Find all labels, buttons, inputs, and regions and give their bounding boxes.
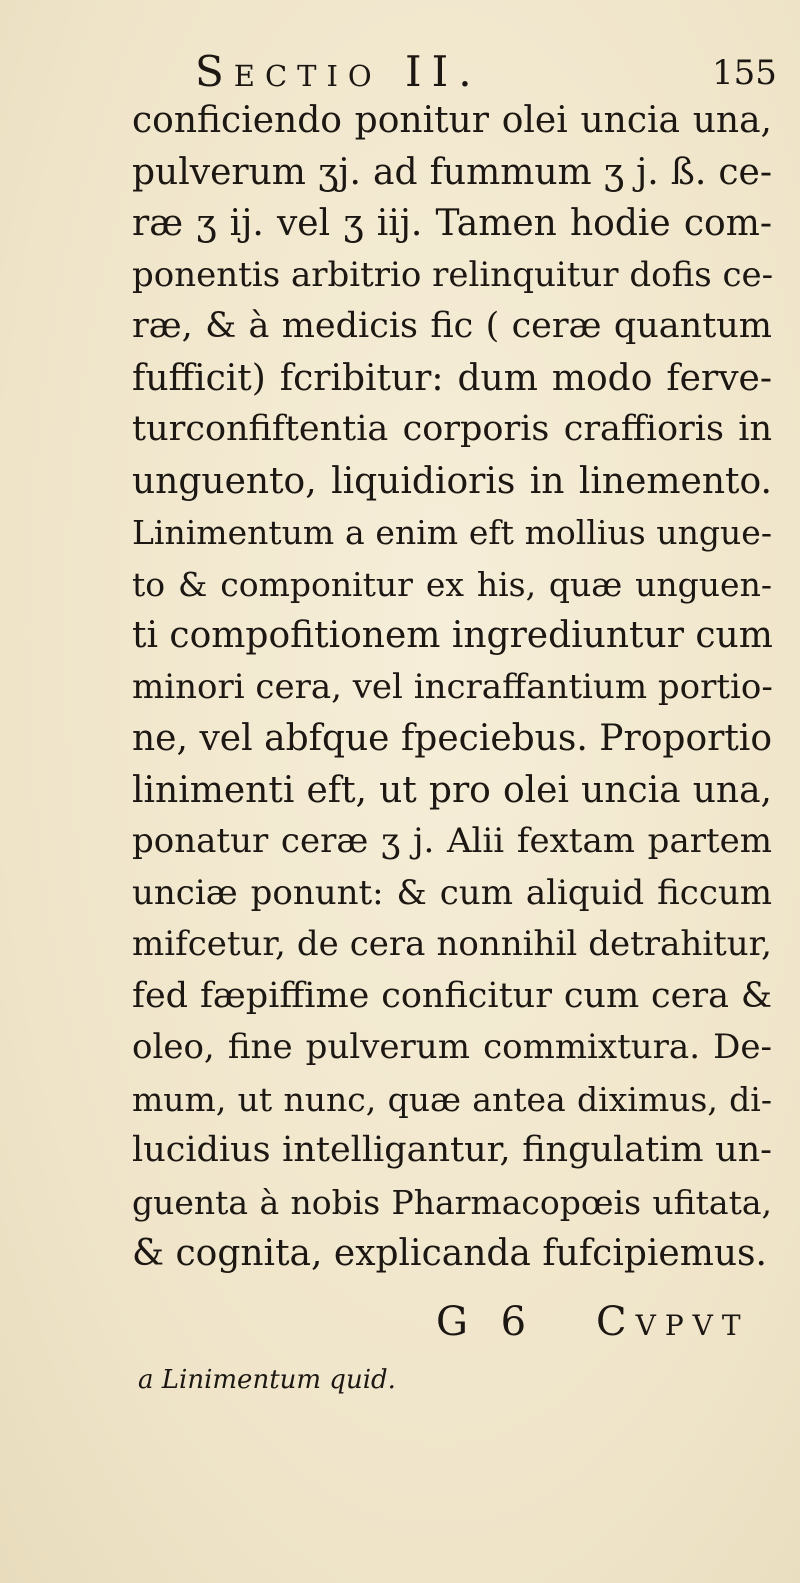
running-head <box>0 40 800 100</box>
catchword: Cvpvt <box>596 1299 750 1345</box>
text-line: minori cera, vel incraffantium portio- <box>132 666 773 707</box>
text-line: Linimentum a enim eft mollius ungue- <box>132 513 772 552</box>
text-line: conficiendo ponitur olei uncia una, <box>132 100 772 141</box>
text-line: guenta à nobis Pharmacopœis ufitata, <box>132 1182 772 1222</box>
running-title: Sectio II. <box>195 47 482 96</box>
text-line: ponentis arbitrio relinquitur dofis ce- <box>132 254 774 295</box>
text-line: fed fæpiffime conficitur cum cera & <box>132 975 772 1016</box>
signature-line <box>0 1296 800 1348</box>
page-number: 155 <box>712 53 777 93</box>
text-line: & cognita, explicanda fufcipiemus. <box>132 1233 767 1274</box>
text-line: ræ ʒ ij. vel ʒ iij. Tamen hodie com- <box>132 203 772 244</box>
text-line: mifcetur, de cera nonnihil detrahitur, <box>132 924 772 964</box>
text-line: unguento, liquidioris in linemento. <box>132 460 772 502</box>
text-line: linimenti eft, ut pro olei uncia una, <box>132 769 772 811</box>
text-line: ti compofitionem ingrediuntur cum <box>132 615 773 656</box>
text-line: unciæ ponunt: & cum aliquid ficcum <box>132 872 772 913</box>
text-line: turconfiftentia corporis craffioris in <box>132 409 772 449</box>
marginal-footnote: a Linimentum quid. <box>138 1365 396 1395</box>
body-text <box>132 95 772 1280</box>
text-line: pulverum ʒj. ad fummum ʒ j. ß. ce- <box>132 151 772 193</box>
text-line: mum, ut nunc, quæ antea diximus, di- <box>132 1079 772 1119</box>
text-line: lucidius intelligantur, fingulatim un- <box>132 1130 772 1170</box>
text-line: oleo, fine pulverum commixtura. De- <box>132 1027 772 1067</box>
text-line: ne, vel abfque fpeciebus. Proportio <box>132 718 772 759</box>
text-line: fufficit) fcribitur: dum modo ferve- <box>132 357 772 399</box>
text-line: to & componitur ex his, quæ unguen- <box>132 564 772 604</box>
text-line: ponatur ceræ ʒ j. Alii fextam partem <box>132 821 772 861</box>
text-line: ræ, & à medicis fic ( ceræ quantum <box>132 306 772 346</box>
signature-mark: G 6 <box>436 1299 537 1345</box>
